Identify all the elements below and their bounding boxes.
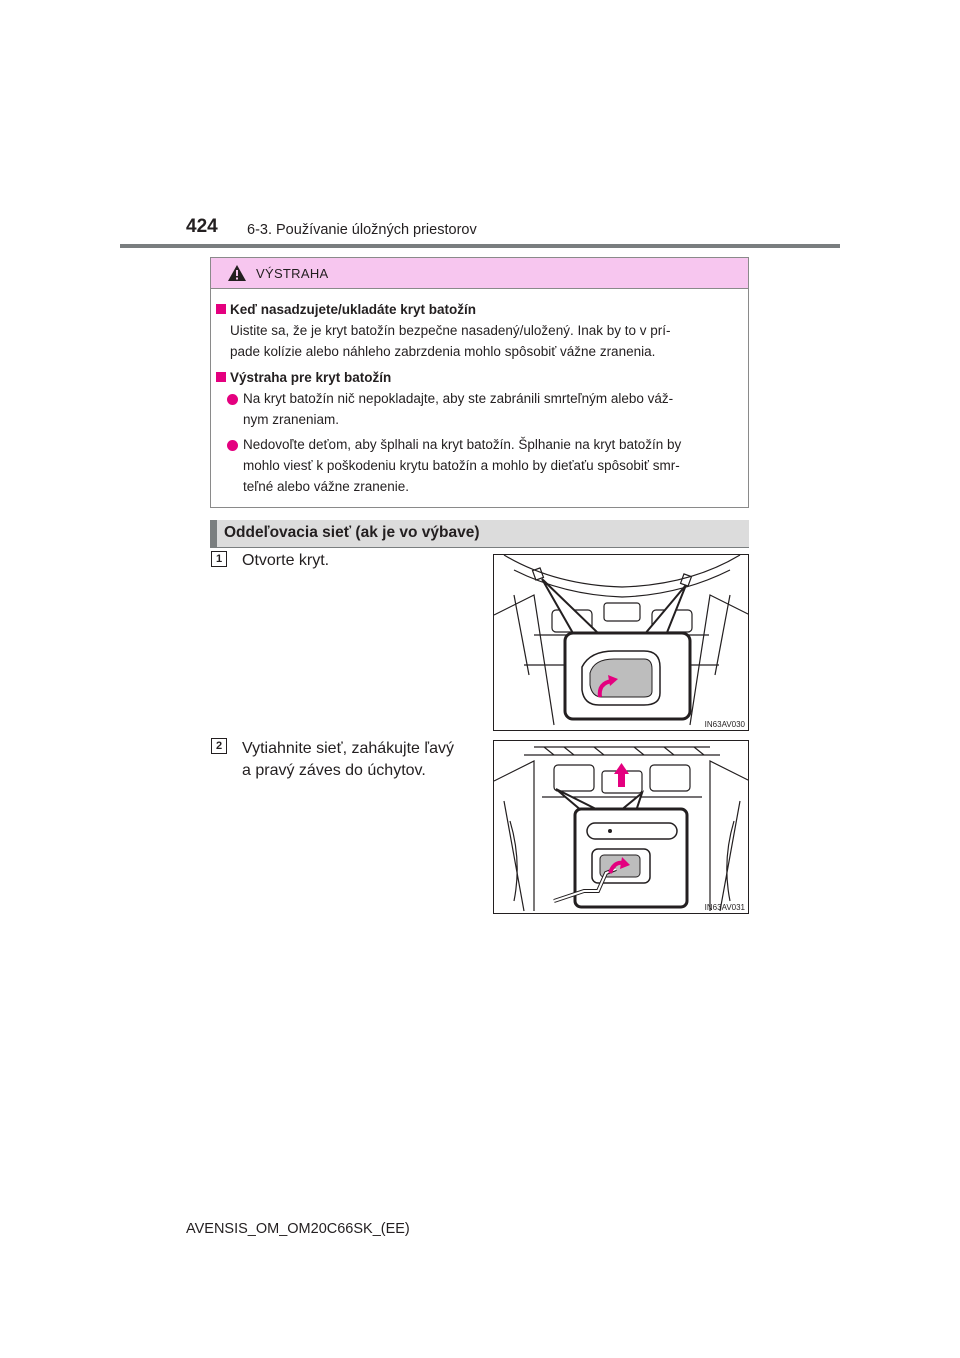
step-number: 1 bbox=[211, 551, 227, 567]
footer-code: AVENSIS_OM_OM20C66SK_(EE) bbox=[186, 1221, 410, 1237]
section-heading-rule bbox=[210, 547, 749, 548]
image-code: IN63AV031 bbox=[704, 903, 745, 912]
square-bullet-icon bbox=[216, 304, 226, 314]
warning-item-heading: Výstraha pre kryt batožín bbox=[216, 367, 391, 388]
warning-text-line: Nedovoľte deťom, aby šplhali na kryt batožín. Šplhanie na kryt batožín by bbox=[243, 437, 682, 452]
header-rule bbox=[120, 244, 840, 248]
warning-text-line: teľné alebo vážne zranenie. bbox=[243, 479, 410, 494]
step-text: Vytiahnite sieť, zahákujte ľavý bbox=[242, 740, 454, 757]
illustration-pull-net bbox=[493, 740, 749, 914]
section-heading bbox=[210, 520, 749, 547]
step-text: a pravý záves do úchytov. bbox=[242, 762, 426, 779]
warning-triangle-icon bbox=[227, 264, 247, 282]
round-bullet-icon bbox=[227, 394, 238, 405]
page-number: 424 bbox=[186, 216, 218, 237]
step-number: 2 bbox=[211, 738, 227, 754]
warning-text-line: mohlo viesť k poškodeniu krytu batožín a mohlo by dieťaťu spôsobiť smr- bbox=[243, 458, 680, 473]
warning-header bbox=[211, 258, 748, 289]
warning-box bbox=[210, 257, 749, 508]
round-bullet-icon bbox=[227, 440, 238, 451]
warning-text-line: Na kryt batožín nič nepokladajte, aby ste zabránili smrteľným alebo váž- bbox=[243, 391, 674, 406]
car-interior-drawing bbox=[494, 555, 749, 731]
section-heading-text: Oddeľovacia sieť (ak je vo výbave) bbox=[224, 524, 480, 541]
step-text: Otvorte kryt. bbox=[242, 552, 330, 569]
warning-item-heading: Keď nasadzujete/ukladáte kryt batožín bbox=[216, 299, 476, 320]
image-code: IN63AV030 bbox=[704, 720, 745, 729]
illustration-open-cover bbox=[493, 554, 749, 731]
luggage-area-drawing bbox=[494, 741, 749, 914]
section-title: 6-3. Používanie úložných priestorov bbox=[247, 222, 477, 238]
warning-text-line: nym zraneniam. bbox=[243, 412, 340, 427]
warning-title: VÝSTRAHA bbox=[256, 266, 329, 281]
warning-text-line: Uistite sa, že je kryt batožín bezpečne nasadený/uložený. Inak by to v prí- bbox=[230, 323, 671, 338]
warning-text-line: pade kolízie alebo náhleho zabrzdenia mohlo spôsobiť vážne zranenia. bbox=[230, 344, 656, 359]
square-bullet-icon bbox=[216, 372, 226, 382]
section-heading-bar bbox=[210, 520, 217, 547]
